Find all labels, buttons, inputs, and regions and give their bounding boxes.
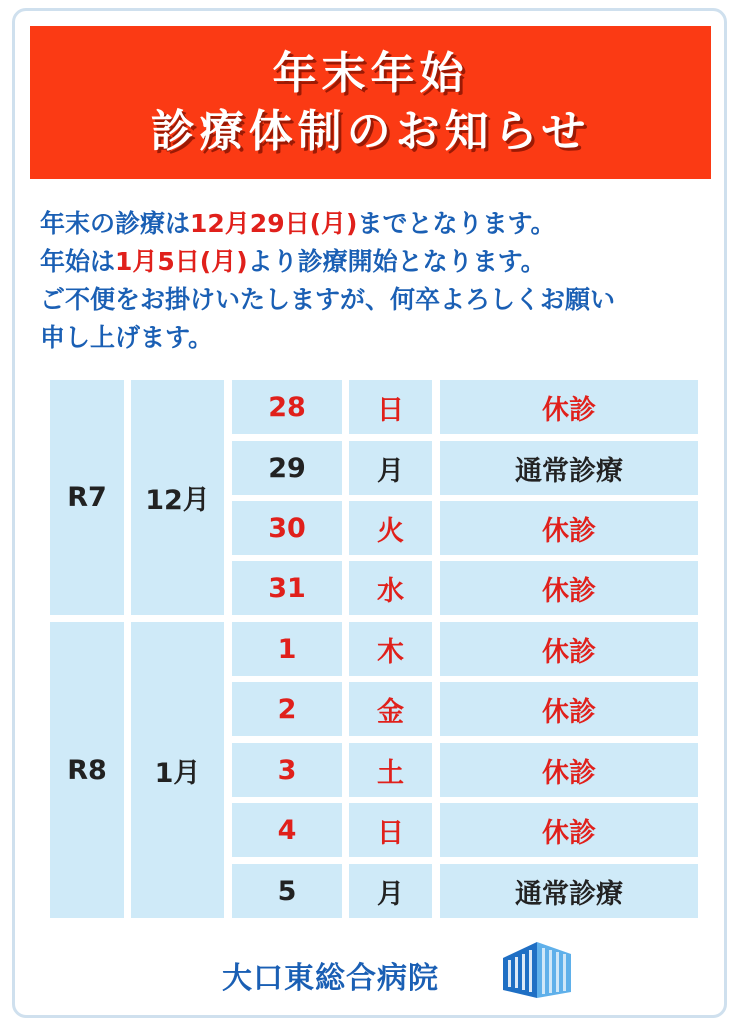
status-cell: 通常診療 [440,864,698,918]
day-cell: 30 [232,501,342,555]
notice-text-segment: までとなります。 [357,209,556,238]
title-line-2: 診療体制のお知らせ [150,105,591,157]
day-cell: 29 [232,441,342,495]
year-cell: R8 [50,622,124,918]
weekday-cell: 月 [349,441,432,495]
day-cell: 1 [232,622,342,676]
notice-line-2 [40,243,720,281]
day-cell: 4 [232,803,342,857]
weekday-cell: 水 [349,561,432,615]
weekday-cell: 月 [349,864,432,918]
weekday-cell: 土 [349,743,432,797]
status-cell: 休診 [440,561,698,615]
day-cell: 2 [232,682,342,736]
weekday-cell: 金 [349,682,432,736]
hospital-building-icon [497,940,577,1000]
day-cell: 3 [232,743,342,797]
notice-line-3: ご不便をお掛けいたしますが、何卒よろしくお願い [40,285,616,314]
title-banner [30,26,711,179]
notice-text-segment: 年末の診療は [40,209,191,238]
year-cell: R7 [50,380,124,615]
status-cell: 通常診療 [440,441,698,495]
notice-text [40,205,720,357]
last-day-date: 12月29日(月) [190,209,358,238]
month-cell: 1月 [131,622,224,918]
notice-text-segment: より診療開始となります。 [247,247,546,276]
weekday-cell: 日 [349,803,432,857]
notice-text-segment: 年始は [40,247,116,276]
title-line-1: 年末年始 [272,47,469,99]
weekday-cell: 日 [349,380,432,434]
hospital-name: 大口東総合病院 [222,961,439,996]
status-cell: 休診 [440,803,698,857]
status-cell: 休診 [440,622,698,676]
notice-line-4: 申し上げます。 [40,323,214,352]
status-cell: 休診 [440,501,698,555]
day-cell: 31 [232,561,342,615]
start-day-date: 1月5日(月) [115,247,248,276]
month-cell: 12月 [131,380,224,615]
weekday-cell: 火 [349,501,432,555]
day-cell: 5 [232,864,342,918]
status-cell: 休診 [440,380,698,434]
day-cell: 28 [232,380,342,434]
status-cell: 休診 [440,682,698,736]
status-cell: 休診 [440,743,698,797]
notice-line-1 [40,205,720,243]
weekday-cell: 木 [349,622,432,676]
